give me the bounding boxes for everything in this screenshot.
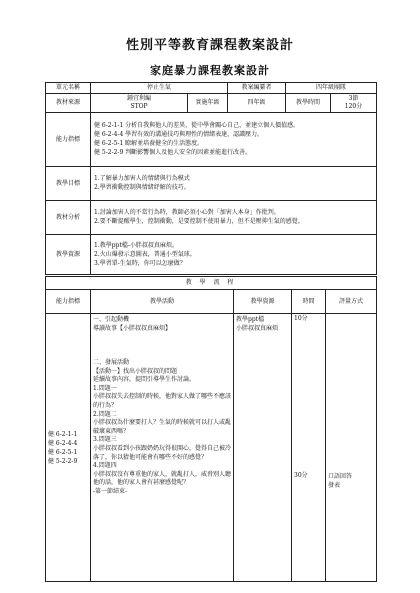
- time-activity-1: 10分: [294, 315, 308, 322]
- analysis-list: [91, 201, 377, 235]
- goal-item: 2.學習衝動控制與情緒紓解的技巧。: [94, 184, 190, 191]
- flow-row-resource: 教學ppt檔 小胖叔叔真麻煩: [234, 314, 292, 582]
- source-value: [91, 94, 188, 113]
- ability-item: 健 5-2-2-9 判斷影響個人及他人安全的因素並能進行改善。: [94, 149, 252, 156]
- resources-label: 教學資源: [46, 235, 91, 275]
- goals-label: 教學目標: [46, 167, 91, 201]
- flow-header-ability: 能力指標: [46, 290, 91, 314]
- flow-row-assess: [326, 314, 377, 582]
- author-value: 四年級團隊: [286, 83, 377, 94]
- resource-item: 2.火山爆發示意圖表，普通小型氣球。: [94, 250, 196, 258]
- time-label: 教學時間: [286, 94, 331, 113]
- resource-item: 1.教學ppt檔-小胖叔叔真麻煩。: [94, 241, 178, 249]
- document-title: 性別平等教育課程教案設計: [125, 38, 294, 53]
- source-label: 教材來源: [46, 94, 91, 113]
- time-activity-2: 30分: [294, 472, 308, 479]
- document-subtitle: 家庭暴力課程教案設計: [150, 64, 270, 77]
- flow-header-assess: 評量方式: [326, 290, 377, 314]
- ability-list: [91, 113, 377, 167]
- lesson-info-table: [45, 82, 377, 275]
- grade-label: 實施年級: [188, 94, 228, 113]
- time-value: [331, 94, 377, 113]
- time-value-line2: 120分: [344, 103, 363, 110]
- ability-label: 能力指標: [46, 113, 91, 167]
- author-label: 教案編纂者: [228, 83, 286, 94]
- ability-item: 健 6-2-4-4 學習有效的溝通技巧與理性的情緒表達，認識壓力。: [94, 131, 264, 138]
- flow-row-ability: 健 6-2-1-1 健 6-2-4-4 健 6-2-5-1 健 5-2-2-9: [46, 314, 91, 582]
- resources-list: [91, 235, 377, 275]
- resource-item: 3.學習單-生氣時，你可以怎麼做？: [94, 259, 186, 267]
- assessment-method: 口語回答 發表: [328, 473, 353, 489]
- flow-header-resource: 教學資源: [234, 290, 292, 314]
- grade-value: 四年級: [228, 94, 286, 113]
- unit-name-value: 停止生氣: [91, 83, 228, 94]
- goal-item: 1.了解暴力加害人的情緒與行為模式: [94, 175, 190, 182]
- flow-header-activity: 教學活動: [91, 290, 234, 314]
- source-value-line1: 鍾宜利編: [126, 95, 151, 102]
- analysis-label: 教材分析: [46, 201, 91, 235]
- flow-row-time: [292, 314, 326, 582]
- analysis-item: 2.要不斷提醒學生，控制衝動，是要控制不使用暴力，但不是壓抑生氣的感覺。: [94, 218, 304, 225]
- analysis-item: 1.討論加害人的不當行為時，教師必須小心對「加害人本身」作批判。: [94, 209, 280, 216]
- source-value-line2: STOP: [130, 103, 148, 110]
- flow-header-time: 時間: [292, 290, 326, 314]
- goals-list: [91, 167, 377, 201]
- ability-item: 健 6-2-5-1 瞭解並培養健全的生活態度。: [94, 140, 204, 147]
- flow-row-activity: 一、引起動機 導讀故事【小胖叔叔真麻煩】 二、發展活動 【活動一】找出小胖叔叔的問題 延續故事內容，提問引導學生作討論。 1.問題一 小胖叔叔失去控制的時候，他對家人做了哪些不應該的行為？ 2.問題二 小胖叔叔為什麼要打人？生氣的時候就可以打人或亂破壞東西嗎？ 3.問題三 小胖叔叔看到小孩跟奶奶玩得很開心，覺得自己被冷落了，你以猜他可能會有哪些不好的感覺？ 4.問題四 小胖叔叔沒有尊重他的家人，就亂打人，威脅別人聽他的話，他的家人會有甚麼感覺呢？ -第一節結束-: [91, 314, 234, 582]
- time-value-line1: 3節: [348, 95, 359, 102]
- unit-name-label: 單元名稱: [46, 83, 91, 94]
- flow-section-heading: 教 學 流 程: [46, 277, 377, 290]
- teaching-flow-table: [45, 276, 377, 582]
- ability-item: 健 6-2-1-1 分析自我與他人的差異，從中學會關心自己，並建立個人價值感。: [94, 122, 300, 129]
